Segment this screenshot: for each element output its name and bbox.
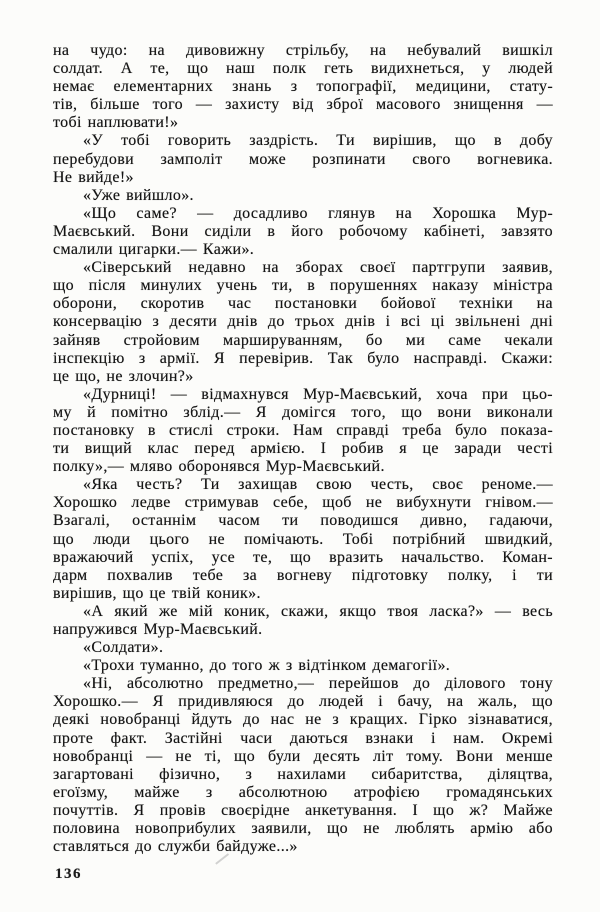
text-line: консервацію з десяти днів до трьох днів і всі ці звільнені дні bbox=[53, 313, 553, 331]
text-line: «У тобі говорить заздрість. Ти вирішив, що в добу bbox=[83, 132, 553, 150]
text-line: егоїзму, майже з абсолютною атрофією громадянських bbox=[53, 783, 553, 801]
text-line: зайняв стройовим маршируванням, бо ми саме чекали bbox=[53, 331, 553, 349]
paragraph bbox=[53, 476, 553, 603]
page-number: 136 bbox=[55, 866, 82, 882]
text-line: почуттів. Я провів своєрідне анкетування. І що ж? Майже bbox=[53, 801, 553, 819]
text-line: оборони, скоротив час постановки бойової техніки на bbox=[53, 295, 553, 313]
text-line: Не вийде!» bbox=[53, 168, 134, 186]
text-line: немає елементарних знань з топографії, медицини, стату- bbox=[53, 78, 553, 96]
text-line: полку»,— мляво оборонявся Мур-Маєвський. bbox=[53, 458, 385, 476]
text-line: дарм похвалив тебе за вогневу підготовку полку, і ти bbox=[53, 566, 553, 584]
paragraph bbox=[53, 205, 553, 259]
paragraph bbox=[53, 187, 553, 205]
text-line: ти вищий клас перед армією. І робив я це заради честі bbox=[53, 440, 553, 458]
paragraph bbox=[53, 675, 553, 856]
text-line: Взагалі, останнім часом ти поводишся дивно, гадаючи, bbox=[53, 512, 553, 530]
text-line: на чудо: на дивовижну стрільбу, на небувалий вишкіл bbox=[53, 42, 553, 59]
text-line: «Солдати». bbox=[83, 639, 164, 657]
text-line: «Сіверський недавно на зборах своєї партгрупи заявив, bbox=[83, 259, 553, 277]
text-line: що після минулих учень ти, в порушеннях наказу міністра bbox=[53, 277, 553, 295]
text-line: загартовані фізично, з нахилами сибаритства, діляцтва, bbox=[53, 765, 553, 783]
text-line: проте факт. Застійні часи даються взнаки і нам. Окремі bbox=[53, 729, 553, 747]
text-line: новобранці — не ті, що були десять літ тому. Вони менше bbox=[53, 747, 553, 765]
text-line: деякі новобранці йдуть до нас не з кращих. Гірко зізнаватися, bbox=[53, 711, 553, 729]
text-line: «Уже вийшло». bbox=[83, 186, 194, 204]
text-line: «Трохи туманно, до того ж з відтінком демагогії». bbox=[83, 657, 451, 675]
text-line: вирішив, що це твій коник». bbox=[53, 584, 261, 602]
text-line: «Дурниці! — відмахнувся Мур-Маєвський, хоча при цьо- bbox=[83, 385, 553, 403]
text-line: «Яка честь? Ти захищав свою честь, своє реноме.— bbox=[83, 476, 553, 494]
text-line: Маєвський. Вони сиділи в його робочому кабінеті, завзято bbox=[53, 222, 553, 240]
paragraph bbox=[53, 42, 553, 132]
text-line: «А який же мій коник, скажи, якщо твоя ласка?» — весь bbox=[83, 602, 553, 620]
text-line: солдат. А те, що наш полк геть видихнеться, у людей bbox=[53, 60, 553, 78]
text-line: тів, більше того — захисту від зброї масового знищення — bbox=[53, 96, 553, 114]
paragraph bbox=[53, 259, 553, 386]
text-line: перебудови замполіт може розпинати свого вогневика. bbox=[53, 150, 553, 168]
text-line: Хорошко.— Я придивляюся до людей і бачу, на жаль, що bbox=[53, 693, 553, 711]
text-line: ставляться до служби байдуже...» bbox=[53, 838, 298, 856]
text-line: це що, не злочин?» bbox=[53, 367, 194, 385]
text-line: половина новоприбулих заявили, що не люблять армію або bbox=[53, 820, 553, 838]
text-line: «Ні, абсолютно предметно,— перейшов до ділового тону bbox=[83, 675, 553, 693]
paragraph bbox=[53, 603, 553, 639]
text-line: вражаючий успіх, усе те, що вразить начальство. Коман- bbox=[53, 548, 553, 566]
paragraph bbox=[53, 657, 553, 675]
text-line: що люди цього не помічають. Тобі потрібний швидкий, bbox=[53, 530, 553, 548]
text-line: Хорошко ледве стримував себе, щоб не вибухнути гнівом.— bbox=[53, 494, 553, 512]
paragraph bbox=[53, 132, 553, 186]
paragraph bbox=[53, 639, 553, 657]
text-line: «Що саме? — досадливо глянув на Хорошка Мур- bbox=[83, 204, 553, 222]
text-line: постановку в стислі строки. Нам справді треба було показа- bbox=[53, 421, 553, 439]
text-line: напружився Мур-Маєвський. bbox=[53, 621, 263, 638]
text-line: му й помітно зблід.— Я домігся того, що вони виконали bbox=[53, 403, 553, 421]
text-line: смалили цигарки.— Кажи». bbox=[53, 241, 255, 259]
page-text bbox=[53, 42, 553, 856]
text-line: тобі наплювати!» bbox=[53, 114, 179, 132]
text-line: інспекцію з армії. Я перевірив. Так було насправді. Скажи: bbox=[53, 349, 553, 367]
paragraph bbox=[53, 386, 553, 476]
